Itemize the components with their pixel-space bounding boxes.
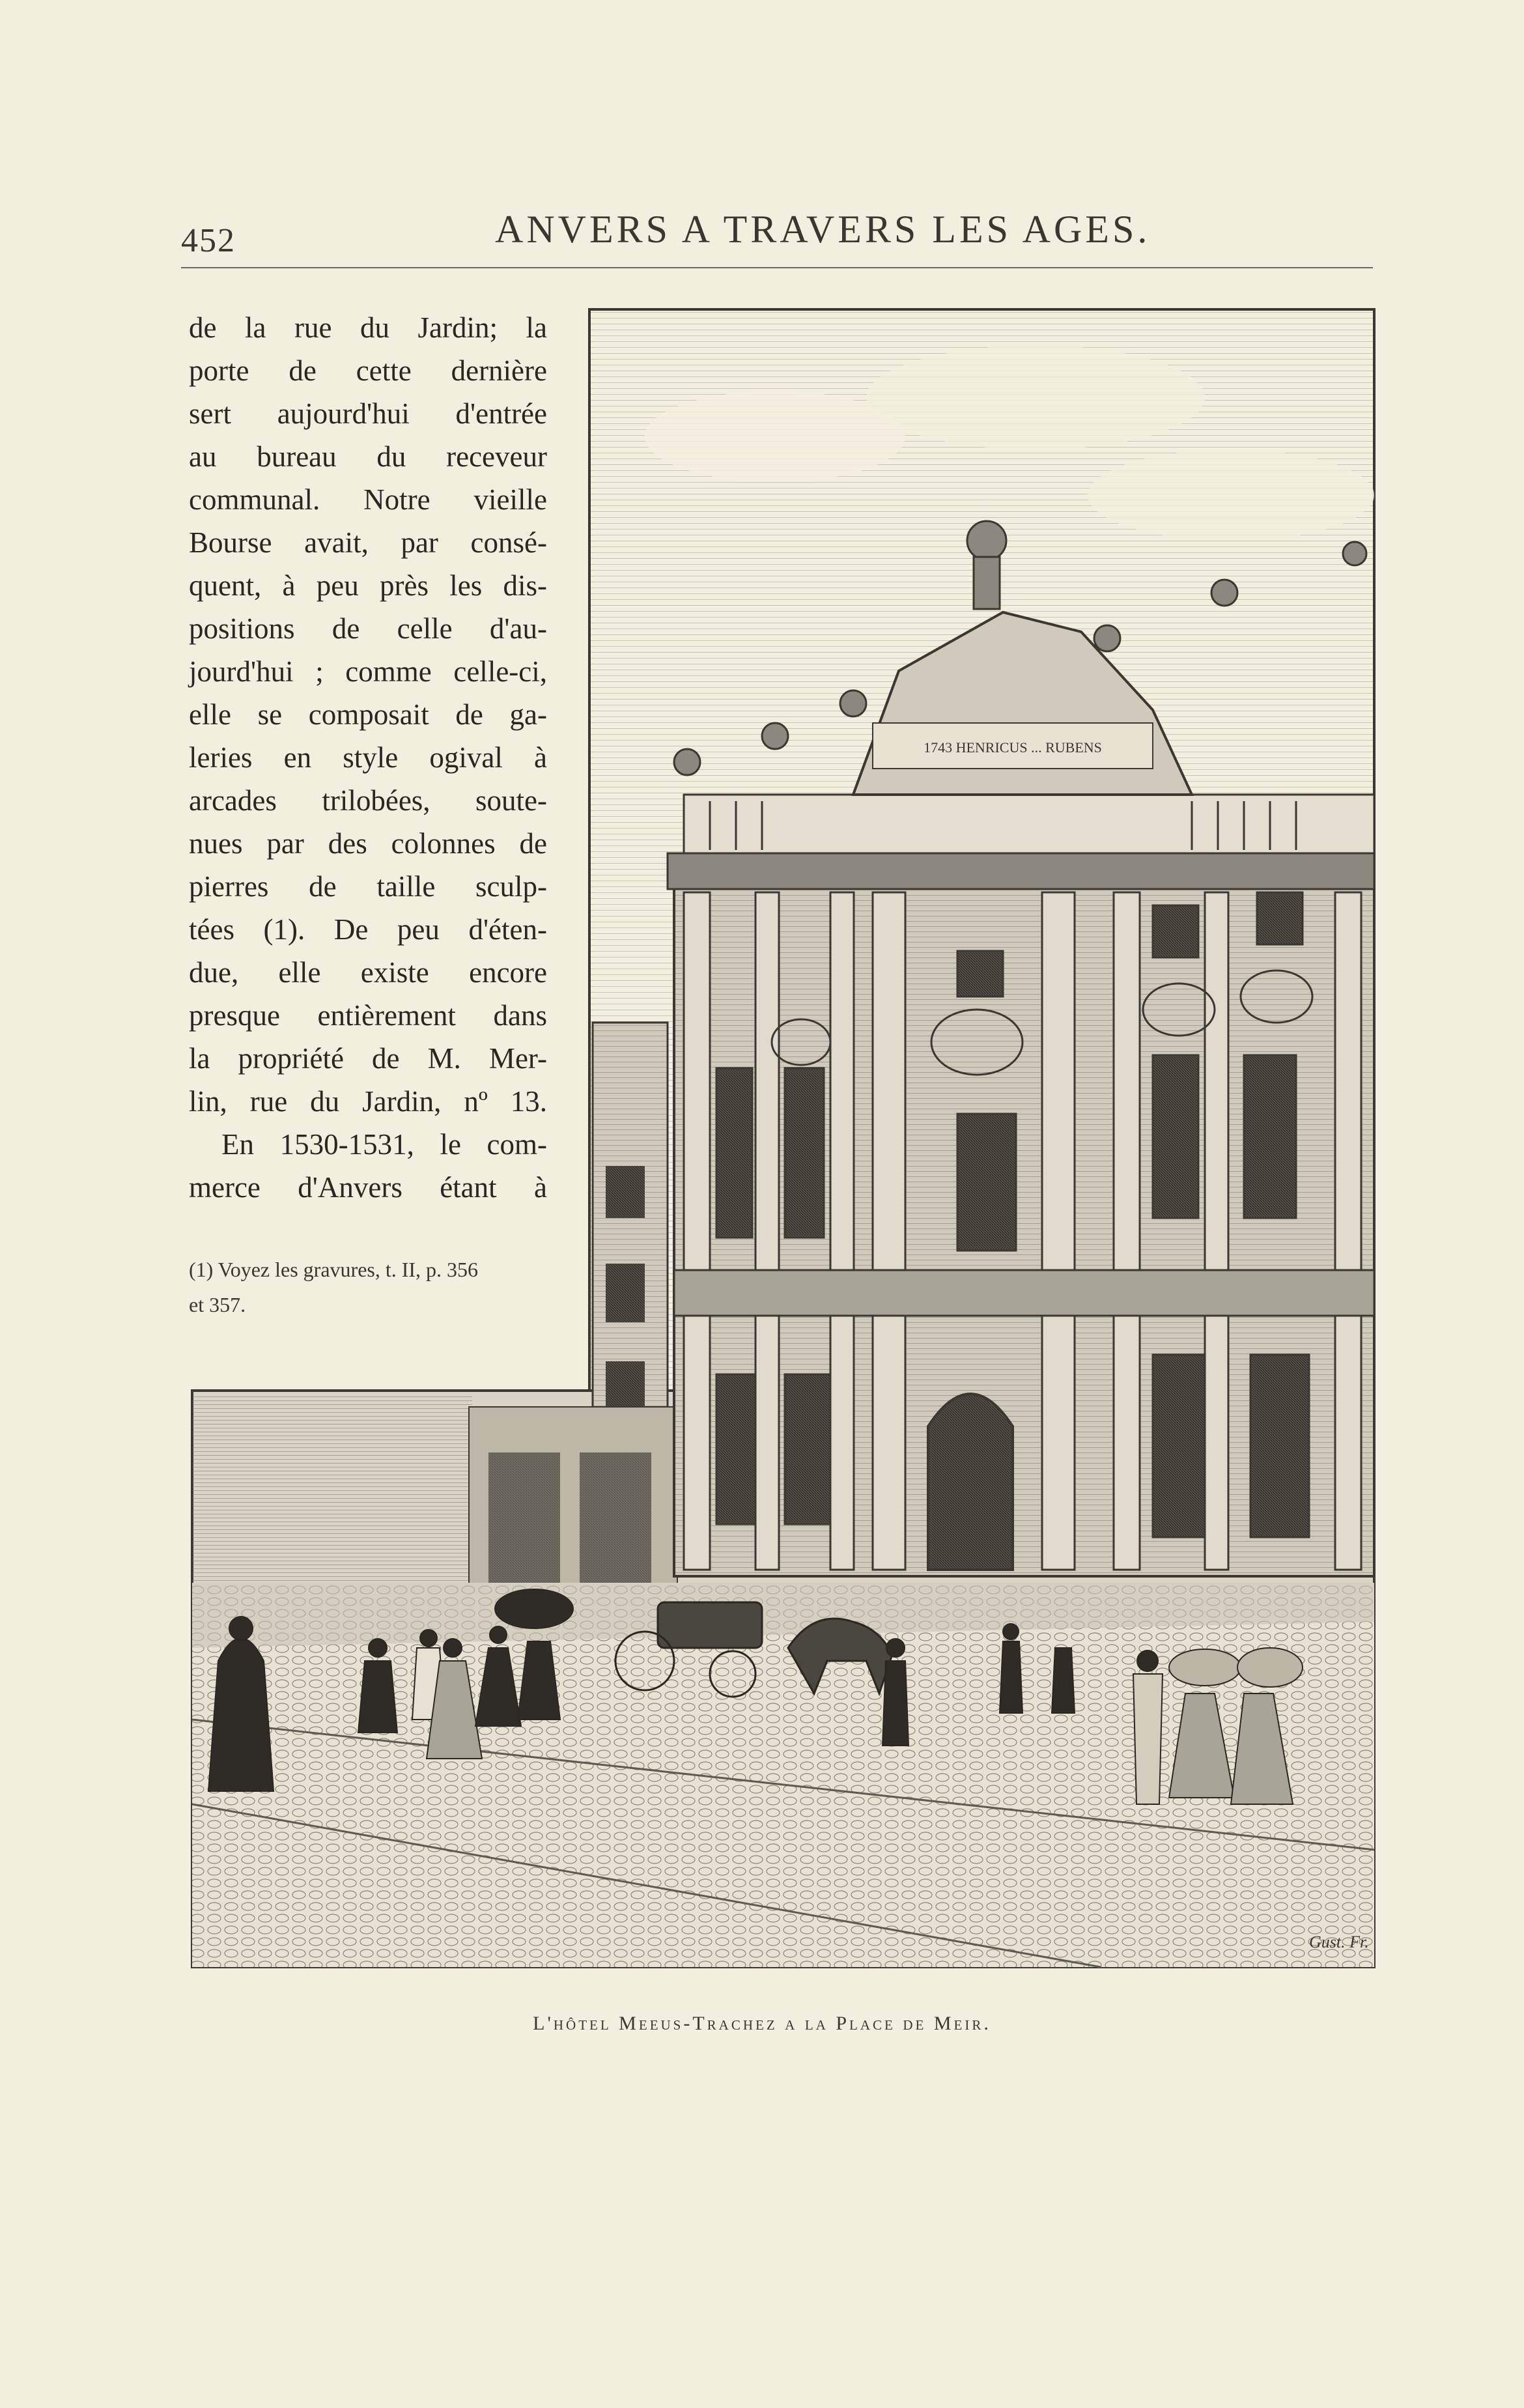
header-rule <box>181 267 1373 268</box>
text-line: pierres de taille sculp- <box>189 870 547 903</box>
text-line: sert aujourd'hui d'entrée <box>189 397 547 430</box>
text-line: due, elle existe encore <box>189 956 547 989</box>
text-line: communal. Notre vieille <box>189 483 547 516</box>
text-line: merce d'Anvers étant à <box>189 1171 547 1204</box>
footnote-line-1: (1) Voyez les gravures, t. II, p. 356 <box>189 1258 479 1281</box>
facade-inscription: 1743 HENRICUS ... RUBENS <box>924 739 1102 756</box>
text-line: au bureau du receveur <box>189 440 547 473</box>
text-line: la propriété de M. Mer- <box>189 1042 547 1075</box>
text-line: En 1530-1531, le com- <box>221 1128 547 1161</box>
figure-caption: L'hôtel Meeus-Trachez a la Place de Meir. <box>533 2013 991 2034</box>
text-line: de la rue du Jardin; la <box>189 311 547 344</box>
text-line: arcades trilobées, soute- <box>189 784 547 817</box>
text-line: positions de celle d'au- <box>189 612 547 645</box>
text-line: porte de cette dernière <box>189 354 547 387</box>
text-line: leries en style ogival à <box>189 741 547 774</box>
footnote-line-2: et 357. <box>189 1293 246 1316</box>
text-line: elle se composait de ga- <box>189 698 547 731</box>
text-line: tées (1). De peu d'éten- <box>189 913 547 946</box>
body-text <box>189 306 547 1209</box>
text-line: quent, à peu près les dis- <box>189 569 547 602</box>
text-line: Bourse avait, par consé- <box>189 526 547 559</box>
text-line: nues par des colonnes de <box>189 827 547 860</box>
text-line: jourd'hui ; comme celle-ci, <box>189 655 547 688</box>
text-line: lin, rue du Jardin, nº 13. <box>189 1085 547 1118</box>
running-title: ANVERS A TRAVERS LES AGES. <box>495 208 1151 251</box>
page-number: 452 <box>181 222 236 259</box>
text-line: presque entièrement dans <box>189 999 547 1032</box>
engraver-signature: Gust. Fr. <box>1309 1933 1369 1951</box>
footnote <box>189 1252 541 1322</box>
